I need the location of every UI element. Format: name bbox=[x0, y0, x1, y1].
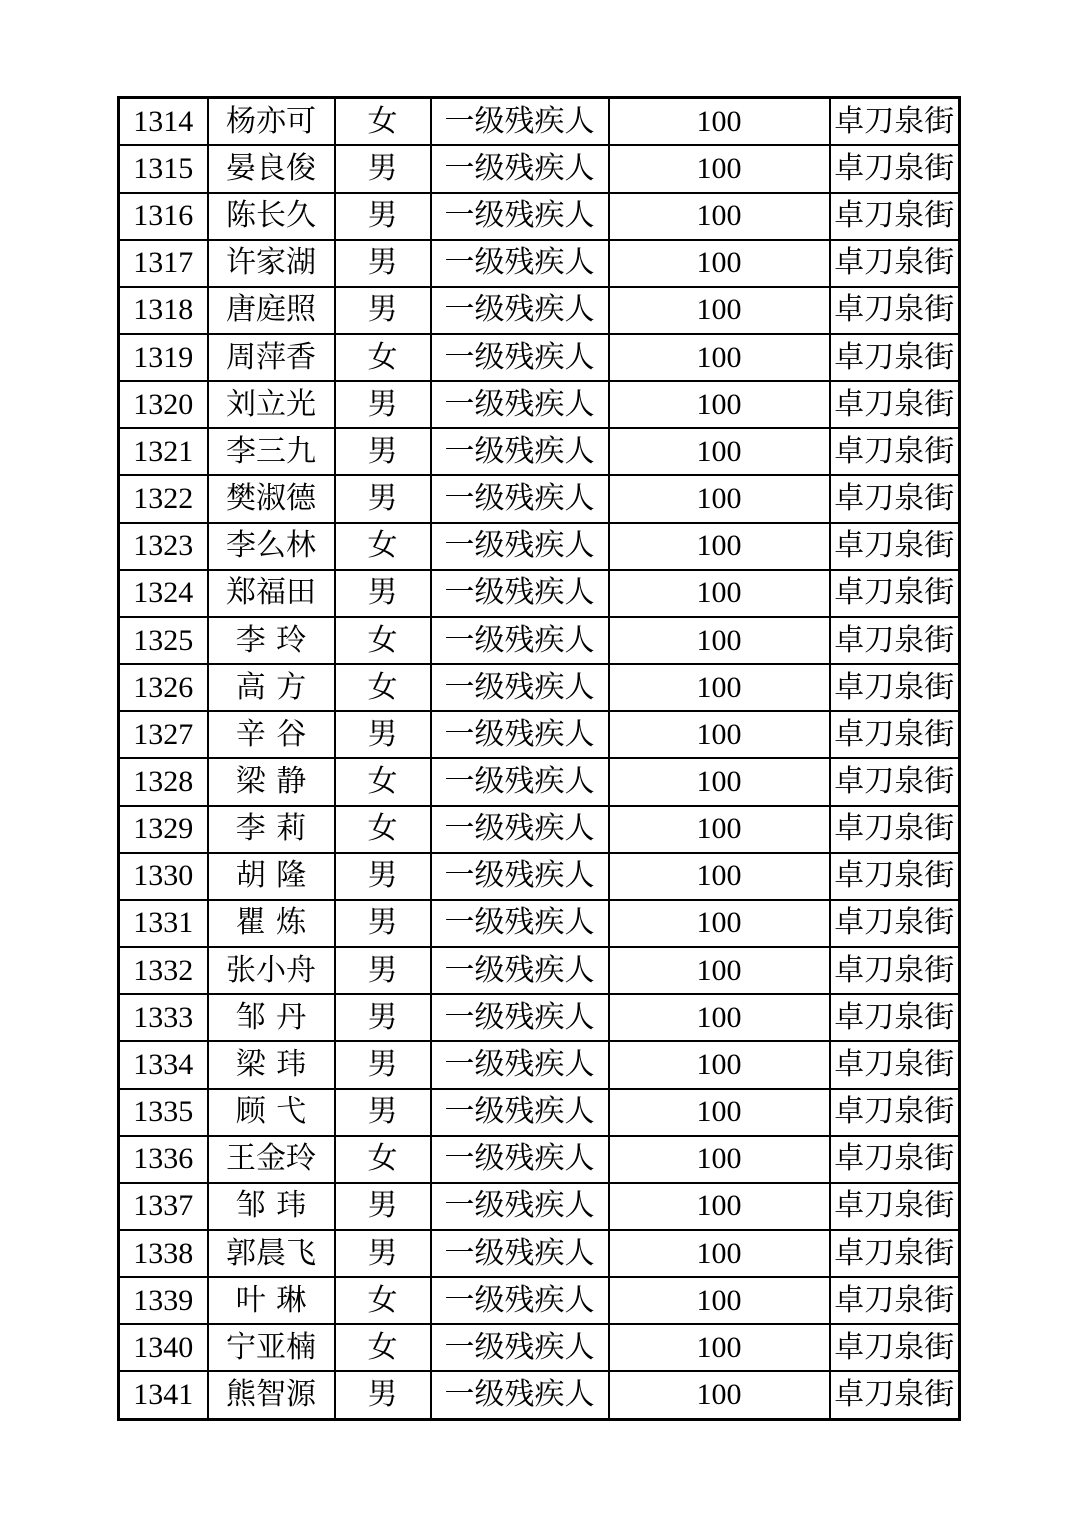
gender-cell: 女 bbox=[335, 1277, 431, 1324]
table-row bbox=[119, 1041, 960, 1088]
category-cell: 一级残疾人 bbox=[431, 947, 609, 994]
gender-cell: 男 bbox=[335, 711, 431, 758]
id-cell: 1319 bbox=[119, 334, 208, 381]
category-cell: 一级残疾人 bbox=[431, 1183, 609, 1230]
table-row bbox=[119, 994, 960, 1041]
table-row bbox=[119, 664, 960, 711]
street-cell: 卓刀泉街 bbox=[830, 193, 960, 240]
gender-cell: 男 bbox=[335, 287, 431, 334]
id-cell: 1336 bbox=[119, 1136, 208, 1183]
street-cell: 卓刀泉街 bbox=[830, 381, 960, 428]
id-cell: 1332 bbox=[119, 947, 208, 994]
category-cell: 一级残疾人 bbox=[431, 1324, 609, 1371]
id-cell: 1318 bbox=[119, 287, 208, 334]
table-row bbox=[119, 428, 960, 475]
table-row bbox=[119, 1371, 960, 1419]
category-cell: 一级残疾人 bbox=[431, 145, 609, 192]
gender-cell: 女 bbox=[335, 664, 431, 711]
table-row bbox=[119, 758, 960, 805]
gender-cell: 女 bbox=[335, 98, 431, 146]
name-cell: 叶琳 bbox=[208, 1277, 335, 1324]
gender-cell: 男 bbox=[335, 145, 431, 192]
category-cell: 一级残疾人 bbox=[431, 758, 609, 805]
amount-cell: 100 bbox=[609, 1371, 830, 1419]
street-cell: 卓刀泉街 bbox=[830, 1277, 960, 1324]
table-row bbox=[119, 947, 960, 994]
street-cell: 卓刀泉街 bbox=[830, 1183, 960, 1230]
amount-cell: 100 bbox=[609, 853, 830, 900]
amount-cell: 100 bbox=[609, 1183, 830, 1230]
table-row bbox=[119, 240, 960, 287]
amount-cell: 100 bbox=[609, 617, 830, 664]
table-body bbox=[119, 98, 960, 1420]
category-cell: 一级残疾人 bbox=[431, 994, 609, 1041]
gender-cell: 男 bbox=[335, 570, 431, 617]
street-cell: 卓刀泉街 bbox=[830, 806, 960, 853]
id-cell: 1315 bbox=[119, 145, 208, 192]
street-cell: 卓刀泉街 bbox=[830, 287, 960, 334]
gender-cell: 男 bbox=[335, 1371, 431, 1419]
street-cell: 卓刀泉街 bbox=[830, 1041, 960, 1088]
street-cell: 卓刀泉街 bbox=[830, 617, 960, 664]
street-cell: 卓刀泉街 bbox=[830, 664, 960, 711]
id-cell: 1320 bbox=[119, 381, 208, 428]
amount-cell: 100 bbox=[609, 287, 830, 334]
category-cell: 一级残疾人 bbox=[431, 1371, 609, 1419]
street-cell: 卓刀泉街 bbox=[830, 98, 960, 146]
category-cell: 一级残疾人 bbox=[431, 617, 609, 664]
name-cell: 李三九 bbox=[208, 428, 335, 475]
id-cell: 1314 bbox=[119, 98, 208, 146]
name-cell: 许家湖 bbox=[208, 240, 335, 287]
id-cell: 1326 bbox=[119, 664, 208, 711]
amount-cell: 100 bbox=[609, 523, 830, 570]
category-cell: 一级残疾人 bbox=[431, 1041, 609, 1088]
category-cell: 一级残疾人 bbox=[431, 900, 609, 947]
amount-cell: 100 bbox=[609, 1041, 830, 1088]
table-row bbox=[119, 570, 960, 617]
amount-cell: 100 bbox=[609, 806, 830, 853]
name-cell: 王金玲 bbox=[208, 1136, 335, 1183]
gender-cell: 男 bbox=[335, 900, 431, 947]
table-row bbox=[119, 1277, 960, 1324]
amount-cell: 100 bbox=[609, 1277, 830, 1324]
table-row bbox=[119, 193, 960, 240]
name-cell: 杨亦可 bbox=[208, 98, 335, 146]
name-cell: 梁玮 bbox=[208, 1041, 335, 1088]
street-cell: 卓刀泉街 bbox=[830, 900, 960, 947]
name-cell: 李莉 bbox=[208, 806, 335, 853]
name-cell: 瞿炼 bbox=[208, 900, 335, 947]
table-row bbox=[119, 711, 960, 758]
category-cell: 一级残疾人 bbox=[431, 1230, 609, 1277]
street-cell: 卓刀泉街 bbox=[830, 1324, 960, 1371]
gender-cell: 男 bbox=[335, 853, 431, 900]
street-cell: 卓刀泉街 bbox=[830, 994, 960, 1041]
amount-cell: 100 bbox=[609, 711, 830, 758]
category-cell: 一级残疾人 bbox=[431, 1089, 609, 1136]
amount-cell: 100 bbox=[609, 1136, 830, 1183]
name-cell: 高方 bbox=[208, 664, 335, 711]
table-row bbox=[119, 1183, 960, 1230]
id-cell: 1338 bbox=[119, 1230, 208, 1277]
name-cell: 邹丹 bbox=[208, 994, 335, 1041]
street-cell: 卓刀泉街 bbox=[830, 334, 960, 381]
street-cell: 卓刀泉街 bbox=[830, 1136, 960, 1183]
street-cell: 卓刀泉街 bbox=[830, 758, 960, 805]
id-cell: 1328 bbox=[119, 758, 208, 805]
category-cell: 一级残疾人 bbox=[431, 570, 609, 617]
name-cell: 熊智源 bbox=[208, 1371, 335, 1419]
street-cell: 卓刀泉街 bbox=[830, 711, 960, 758]
name-cell: 樊淑德 bbox=[208, 475, 335, 522]
gender-cell: 女 bbox=[335, 334, 431, 381]
table-row bbox=[119, 900, 960, 947]
id-cell: 1327 bbox=[119, 711, 208, 758]
amount-cell: 100 bbox=[609, 1089, 830, 1136]
category-cell: 一级残疾人 bbox=[431, 523, 609, 570]
amount-cell: 100 bbox=[609, 900, 830, 947]
category-cell: 一级残疾人 bbox=[431, 853, 609, 900]
name-cell: 周萍香 bbox=[208, 334, 335, 381]
gender-cell: 女 bbox=[335, 758, 431, 805]
amount-cell: 100 bbox=[609, 98, 830, 146]
name-cell: 郭晨飞 bbox=[208, 1230, 335, 1277]
table-row bbox=[119, 381, 960, 428]
amount-cell: 100 bbox=[609, 475, 830, 522]
table-row bbox=[119, 98, 960, 146]
gender-cell: 男 bbox=[335, 381, 431, 428]
gender-cell: 男 bbox=[335, 1089, 431, 1136]
street-cell: 卓刀泉街 bbox=[830, 428, 960, 475]
street-cell: 卓刀泉街 bbox=[830, 240, 960, 287]
street-cell: 卓刀泉街 bbox=[830, 145, 960, 192]
amount-cell: 100 bbox=[609, 334, 830, 381]
table-row bbox=[119, 1089, 960, 1136]
category-cell: 一级残疾人 bbox=[431, 240, 609, 287]
id-cell: 1331 bbox=[119, 900, 208, 947]
name-cell: 郑福田 bbox=[208, 570, 335, 617]
street-cell: 卓刀泉街 bbox=[830, 475, 960, 522]
id-cell: 1322 bbox=[119, 475, 208, 522]
name-cell: 邹玮 bbox=[208, 1183, 335, 1230]
table-row bbox=[119, 853, 960, 900]
street-cell: 卓刀泉街 bbox=[830, 1371, 960, 1419]
name-cell: 辛谷 bbox=[208, 711, 335, 758]
amount-cell: 100 bbox=[609, 570, 830, 617]
amount-cell: 100 bbox=[609, 664, 830, 711]
category-cell: 一级残疾人 bbox=[431, 381, 609, 428]
amount-cell: 100 bbox=[609, 758, 830, 805]
gender-cell: 男 bbox=[335, 428, 431, 475]
amount-cell: 100 bbox=[609, 994, 830, 1041]
amount-cell: 100 bbox=[609, 1230, 830, 1277]
category-cell: 一级残疾人 bbox=[431, 475, 609, 522]
name-cell: 陈长久 bbox=[208, 193, 335, 240]
gender-cell: 男 bbox=[335, 947, 431, 994]
name-cell: 宁亚楠 bbox=[208, 1324, 335, 1371]
category-cell: 一级残疾人 bbox=[431, 711, 609, 758]
id-cell: 1316 bbox=[119, 193, 208, 240]
amount-cell: 100 bbox=[609, 428, 830, 475]
gender-cell: 男 bbox=[335, 1041, 431, 1088]
street-cell: 卓刀泉街 bbox=[830, 947, 960, 994]
street-cell: 卓刀泉街 bbox=[830, 570, 960, 617]
name-cell: 梁静 bbox=[208, 758, 335, 805]
category-cell: 一级残疾人 bbox=[431, 1136, 609, 1183]
gender-cell: 女 bbox=[335, 1136, 431, 1183]
name-cell: 顾弋 bbox=[208, 1089, 335, 1136]
amount-cell: 100 bbox=[609, 240, 830, 287]
table-row bbox=[119, 617, 960, 664]
table-row bbox=[119, 806, 960, 853]
category-cell: 一级残疾人 bbox=[431, 806, 609, 853]
category-cell: 一级残疾人 bbox=[431, 98, 609, 146]
id-cell: 1324 bbox=[119, 570, 208, 617]
gender-cell: 男 bbox=[335, 475, 431, 522]
id-cell: 1321 bbox=[119, 428, 208, 475]
amount-cell: 100 bbox=[609, 381, 830, 428]
gender-cell: 男 bbox=[335, 994, 431, 1041]
id-cell: 1317 bbox=[119, 240, 208, 287]
name-cell: 晏良俊 bbox=[208, 145, 335, 192]
table-row bbox=[119, 475, 960, 522]
gender-cell: 女 bbox=[335, 617, 431, 664]
name-cell: 胡隆 bbox=[208, 853, 335, 900]
gender-cell: 男 bbox=[335, 1230, 431, 1277]
name-cell: 张小舟 bbox=[208, 947, 335, 994]
id-cell: 1334 bbox=[119, 1041, 208, 1088]
id-cell: 1335 bbox=[119, 1089, 208, 1136]
category-cell: 一级残疾人 bbox=[431, 287, 609, 334]
gender-cell: 女 bbox=[335, 806, 431, 853]
street-cell: 卓刀泉街 bbox=[830, 523, 960, 570]
category-cell: 一级残疾人 bbox=[431, 428, 609, 475]
table-row bbox=[119, 523, 960, 570]
id-cell: 1323 bbox=[119, 523, 208, 570]
table-row bbox=[119, 1136, 960, 1183]
gender-cell: 女 bbox=[335, 1324, 431, 1371]
street-cell: 卓刀泉街 bbox=[830, 853, 960, 900]
name-cell: 李玲 bbox=[208, 617, 335, 664]
table-row bbox=[119, 287, 960, 334]
amount-cell: 100 bbox=[609, 193, 830, 240]
id-cell: 1325 bbox=[119, 617, 208, 664]
name-cell: 李么林 bbox=[208, 523, 335, 570]
name-cell: 刘立光 bbox=[208, 381, 335, 428]
id-cell: 1333 bbox=[119, 994, 208, 1041]
name-cell: 唐庭照 bbox=[208, 287, 335, 334]
amount-cell: 100 bbox=[609, 145, 830, 192]
amount-cell: 100 bbox=[609, 1324, 830, 1371]
id-cell: 1337 bbox=[119, 1183, 208, 1230]
category-cell: 一级残疾人 bbox=[431, 664, 609, 711]
table-row bbox=[119, 145, 960, 192]
gender-cell: 男 bbox=[335, 1183, 431, 1230]
disability-subsidy-roster-table bbox=[117, 96, 961, 1421]
gender-cell: 男 bbox=[335, 193, 431, 240]
street-cell: 卓刀泉街 bbox=[830, 1089, 960, 1136]
id-cell: 1340 bbox=[119, 1324, 208, 1371]
table-row bbox=[119, 334, 960, 381]
street-cell: 卓刀泉街 bbox=[830, 1230, 960, 1277]
id-cell: 1339 bbox=[119, 1277, 208, 1324]
id-cell: 1329 bbox=[119, 806, 208, 853]
category-cell: 一级残疾人 bbox=[431, 193, 609, 240]
category-cell: 一级残疾人 bbox=[431, 1277, 609, 1324]
table-row bbox=[119, 1230, 960, 1277]
gender-cell: 女 bbox=[335, 523, 431, 570]
amount-cell: 100 bbox=[609, 947, 830, 994]
id-cell: 1341 bbox=[119, 1371, 208, 1419]
id-cell: 1330 bbox=[119, 853, 208, 900]
gender-cell: 男 bbox=[335, 240, 431, 287]
category-cell: 一级残疾人 bbox=[431, 334, 609, 381]
table-row bbox=[119, 1324, 960, 1371]
